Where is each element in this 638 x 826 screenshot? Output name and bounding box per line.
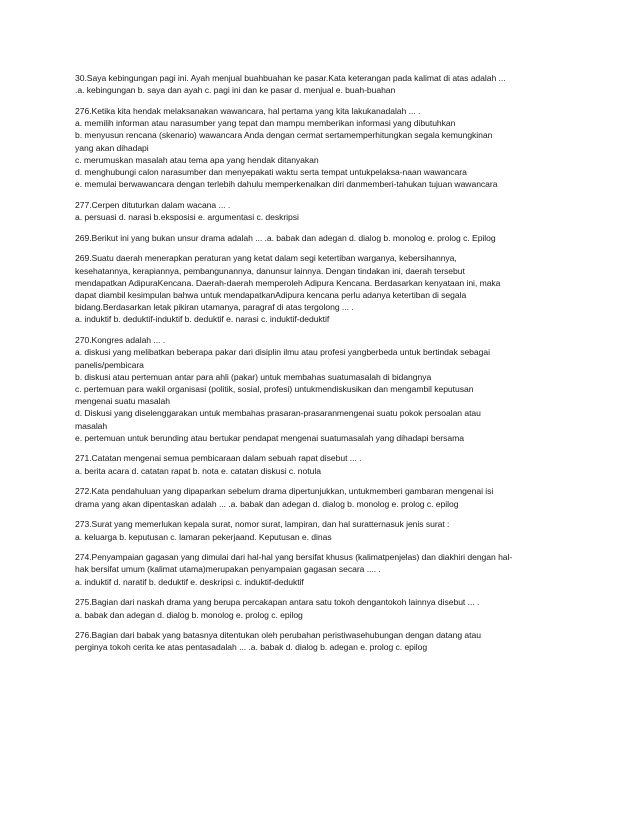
question-block-q30: [75, 72, 575, 96]
question-list: [75, 72, 575, 662]
question-line: a. diskusi yang melibatkan beberapa pakar dari disiplin ilmu atau profesi yangberbeda untuk bertindak sebagai: [75, 347, 490, 358]
question-line: c. pertemuan para wakil organisasi (politik, sosial, profesi) untukmendiskusikan dan mengambil keputusan: [75, 383, 474, 394]
question-line: mengenai suatu masalah: [75, 396, 170, 407]
question-line: drama yang akan dipentaskan adalah ... .a. babak dan adegan d. dialog b. monolog e. prolog c. epilog: [75, 498, 459, 509]
question-block-q277: [75, 199, 575, 223]
question-line: perginya tokoh cerita ke atas pentasadalah ... .a. babak d. dialog b. adegan e. prolog c. epilog: [75, 642, 428, 653]
question-line: yang akan dihadapi: [75, 142, 149, 153]
question-line: a. berita acara d. catatan rapat b. nota e. catatan diskusi c. notula: [75, 465, 321, 476]
question-block-q269a: [75, 232, 575, 244]
question-block-q273: [75, 518, 575, 542]
question-line: d. Diskusi yang diselenggarakan untuk membahas prasaran-prasaranmengenai suatu pokok persoalan atau: [75, 408, 481, 419]
question-block-q276a: [75, 105, 575, 190]
question-text: 30.Saya kebingungan pagi ini. Ayah menjual buahbuahan ke pasar.Kata keterangan pada kalimat di atas adalah ...: [75, 73, 506, 83]
question-line: hak bersifat umum (kalimat utama)merupakan penyampaian gagasan secara .... .: [75, 564, 381, 575]
question-block-q271: [75, 452, 575, 476]
question-line: masalah: [75, 420, 108, 431]
question-text: 272.Kata pendahuluan yang dipaparkan sebelum drama dipertunjukkan, untukmemberi gambaran mengenai isi: [75, 486, 494, 497]
question-text: 276.Bagian dari babak yang batasnya ditentukan oleh perubahan peristiwasehubungan dengan datang atau: [75, 630, 481, 641]
question-line: b. menyusun rencana (skenario) wawancara Anda dengan cermat sertamemperhitungkan segala kemungkinan: [75, 130, 493, 141]
question-line: a. memilih informan atau narasumber yang tepat dan mampu memberikan informasi yang dibutuhkan: [75, 118, 456, 129]
question-text: 274.Penyampaian gagasan yang dimulai dari hal-hal yang bersifat khusus (kalimatpenjelas) dan diakhiri dengan hal-: [75, 552, 513, 563]
question-line: e. memulai berwawancara dengan terlebih dahulu memperkenalkan diri danmemberi-tahukan tujuan wawancara: [75, 179, 498, 190]
question-block-q270: [75, 334, 575, 444]
question-line: a. induktif b. deduktif-induktif b. deduktif e. narasi c. induktif-deduktif: [75, 314, 330, 325]
question-line: a. keluarga b. keputusan c. lamaran pekerjaand. Keputusan e. dinas: [75, 531, 332, 542]
question-line: b. diskusi atau pertemuan antar para ahli (pakar) untuk membahas suatumasalah di bidangnya: [75, 371, 432, 382]
question-line: bidang.Berdasarkan letak pikiran utamanya, paragraf di atas tergolong ... .: [75, 302, 354, 313]
question-line: a. persuasi d. narasi b.eksposisi e. argumentasi c. deskripsi: [75, 212, 299, 223]
question-text: 277.Cerpen dituturkan dalam wacana ... .: [75, 199, 231, 210]
question-line: a. babak dan adegan d. dialog b. monolog e. prolog c. epilog: [75, 609, 303, 620]
question-line: .a. kebingungan b. saya dan ayah c. pagi ini dan ke pasar d. menjual e. buah-buahan: [75, 85, 396, 96]
question-block-q272: [75, 485, 575, 509]
question-line: kesehatannya, kerapiannya, pembangunannya, danunsur lainnya. Dengan tindakan ini, daerah tersebut: [75, 265, 465, 276]
question-text: 271.Catatan mengenai semua pembicaraan dalam sebuah rapat disebut ... .: [75, 453, 362, 464]
question-block-q275: [75, 596, 575, 620]
question-text: 269.Suatu daerah menerapkan peraturan yang ketat dalam segi ketertiban warganya, kebersihannya,: [75, 253, 457, 264]
question-text: 269.Berikut ini yang bukan unsur drama adalah ... .a. babak dan adegan d. dialog b. monolog e. prolog c. Epilog: [75, 232, 496, 243]
question-text: 276.Ketika kita hendak melaksanakan wawancara, hal pertama yang kita lakukanadalah ... .: [75, 105, 421, 116]
question-line: dapat diambil kesimpulan bahwa untuk mendapatkanAdipura kencana perlu adanya ketertiban di segala: [75, 290, 467, 301]
question-text: 270.Kongres adalah ... .: [75, 335, 166, 346]
question-block-q276b: [75, 629, 575, 653]
question-text: 275.Bagian dari naskah drama yang berupa percakapan antara satu tokoh dengantokoh lainnya disebut ... .: [75, 597, 480, 608]
question-block-q269b: [75, 252, 575, 325]
question-line: c. merumuskan masalah atau tema apa yang hendak ditanyakan: [75, 154, 319, 165]
question-line: d. menghubungi calon narasumber dan menyepakati waktu serta tempat untukpelaksa-naan wawancara: [75, 166, 467, 177]
question-text: 273.Surat yang memerlukan kepala surat, nomor surat, lampiran, dan hal suratternasuk jenis surat :: [75, 519, 450, 530]
question-line: mendapatkan AdipuraKencana. Daerah-daerah memperoleh Adipura Kencana. Berdasarkan kenyataan ini, maka: [75, 277, 501, 288]
question-line: a. induktif d. naratif b. deduktif e. deskripsi c. induktif-deduktif: [75, 576, 304, 587]
question-line: e. pertemuan untuk berunding atau bertukar pendapat mengenai suatumasalah yang dihadapi bersama: [75, 432, 464, 443]
question-block-q274: [75, 551, 575, 588]
question-line: panelis/pembicara: [75, 359, 144, 370]
